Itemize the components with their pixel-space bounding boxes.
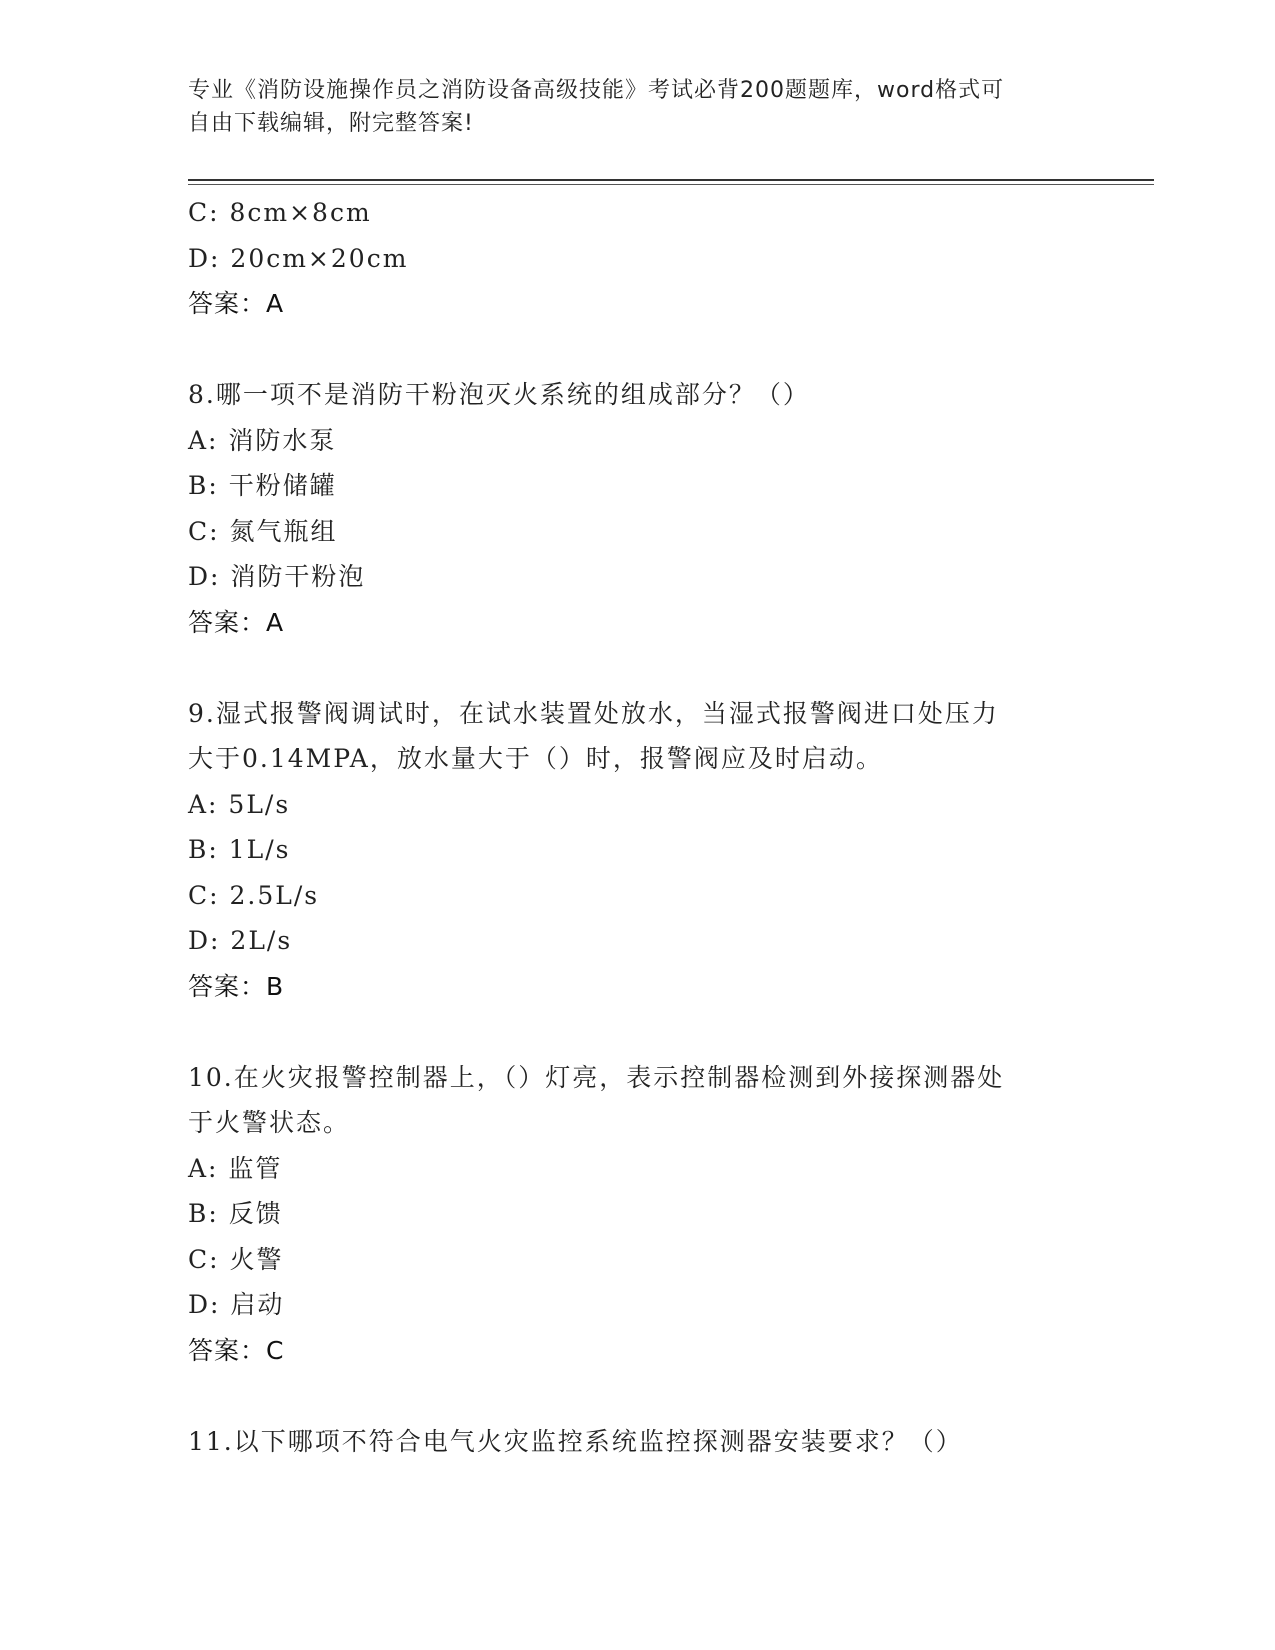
option-b: B: 1L/s xyxy=(188,835,291,864)
answer-line: 答案：A xyxy=(188,607,285,637)
option-b: B: 反馈 xyxy=(188,1199,283,1228)
option-c: C: 火警 xyxy=(188,1244,284,1274)
answer-line: 答案：C xyxy=(188,1335,285,1365)
spacer xyxy=(188,645,1088,691)
question-stem-line: 大于0.14MPA，放水量大于（）时，报警阀应及时启动。 xyxy=(188,744,883,773)
question-block-10 xyxy=(188,1055,1088,1374)
option-d: D: 2L/s xyxy=(188,926,293,955)
answer-line: 答案：A xyxy=(188,289,285,318)
spacer xyxy=(188,327,1088,373)
spacer xyxy=(188,1373,1088,1419)
option-d: D: 消防干粉泡 xyxy=(188,562,366,591)
question-block-8 xyxy=(188,372,1088,645)
document-header xyxy=(188,74,1088,140)
answer-line: 答案：B xyxy=(188,971,285,1001)
option-a: A: 监管 xyxy=(188,1153,283,1183)
option-c: C: 氮气瓶组 xyxy=(188,516,338,546)
header-line-2: 自由下载编辑，附完整答案! xyxy=(188,111,474,136)
option-a: A: 消防水泵 xyxy=(188,425,337,455)
previous-question-block xyxy=(188,190,1088,327)
option-a: A: 5L/s xyxy=(188,789,291,819)
option-b: B: 干粉储罐 xyxy=(188,471,337,500)
option-c: C: 2.5L/s xyxy=(188,880,320,910)
question-stem-line: 9.湿式报警阀调试时，在试水装置处放水，当湿式报警阀进口处压力 xyxy=(188,698,999,728)
option-d: D: 启动 xyxy=(188,1290,285,1319)
header-line-1: 专业《消防设施操作员之消防设备高级技能》考试必背200题题库，word格式可 xyxy=(188,78,1005,103)
question-block-11 xyxy=(188,1419,1088,1465)
question-stem-line: 8.哪一项不是消防干粉泡灭火系统的组成部分？（） xyxy=(188,380,810,409)
question-stem-line: 11.以下哪项不符合电气火灾监控系统监控探测器安装要求？（） xyxy=(188,1426,963,1456)
header-divider-thin xyxy=(188,184,1154,185)
option-c: C: 8cm×8cm xyxy=(188,198,372,227)
question-block-9 xyxy=(188,691,1088,1010)
question-stem-line: 于火警状态。 xyxy=(188,1108,351,1137)
spacer xyxy=(188,1009,1088,1055)
question-list xyxy=(188,190,1088,1464)
question-stem-line: 10.在火灾报警控制器上，（）灯亮，表示控制器检测到外接探测器处 xyxy=(188,1062,1005,1092)
header-divider-thick xyxy=(188,179,1154,181)
option-d: D: 20cm×20cm xyxy=(188,243,409,273)
